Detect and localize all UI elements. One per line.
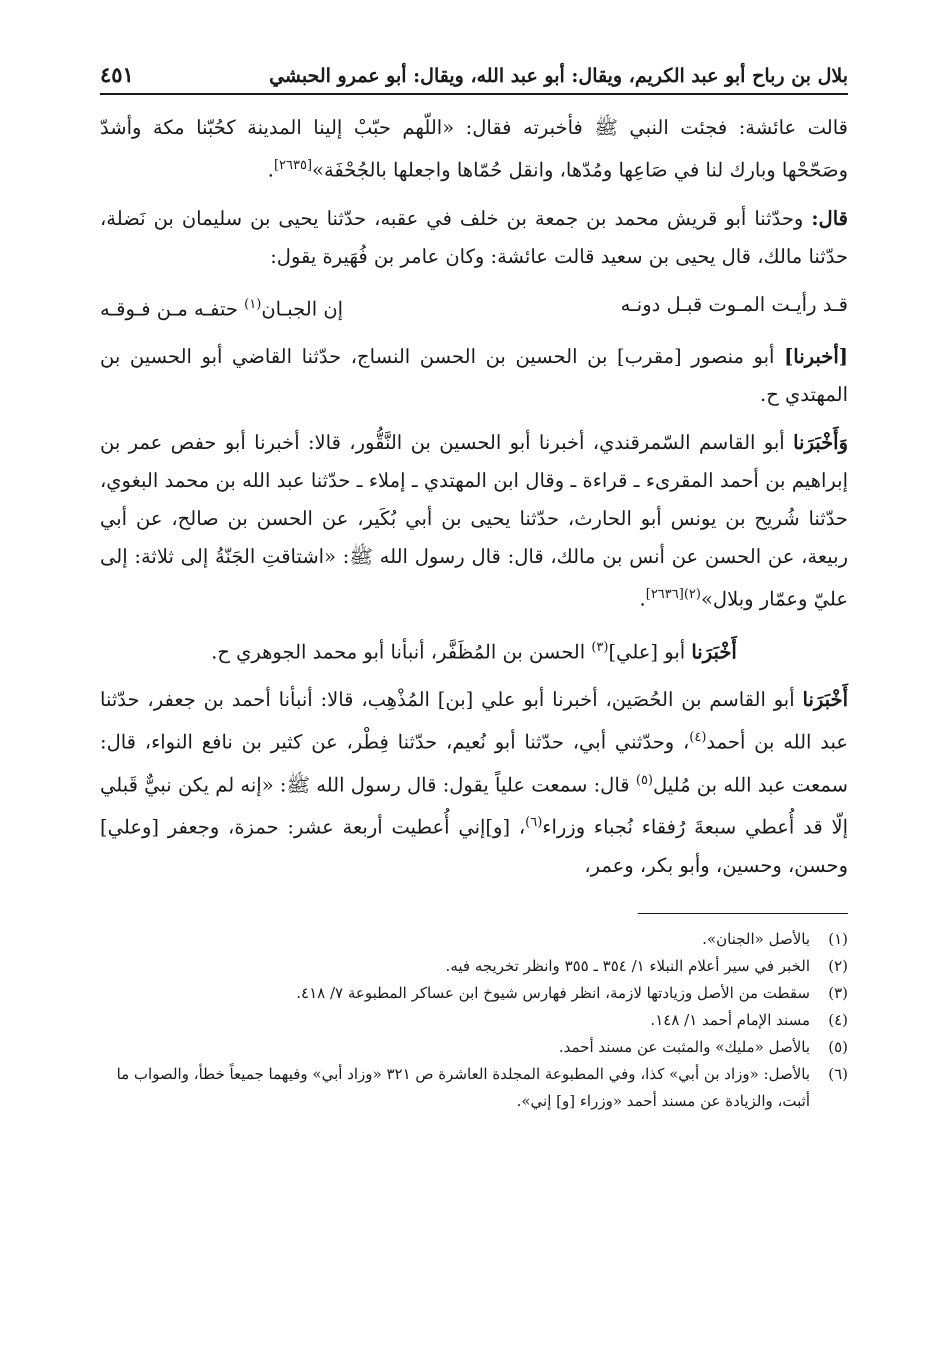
footnote-marker: (٦)	[525, 815, 543, 830]
paragraph-lead: أَخْبَرَنا	[691, 640, 737, 663]
center-line	[100, 629, 848, 672]
footnote-number: (١)	[828, 929, 848, 948]
footnote-text: بالأصل «الجنان».	[702, 929, 810, 948]
paragraph-lead: أَخْبَرَنا	[802, 688, 848, 711]
footnote-item	[100, 1061, 848, 1115]
footnote-marker: (١)	[244, 296, 262, 312]
footnote-item	[100, 1034, 848, 1061]
footnote-item	[100, 1007, 848, 1034]
reference-number: [٢٦٣٥]	[273, 158, 313, 173]
paragraph-lead: وَأَخْبَرَنا	[793, 431, 848, 454]
footnote-text: بالأصل: «وزاد بن أبي» كذا، وفي المطبوعة المجلدة العاشرة ص ٣٢١ «وزاد أبي» وفيهما جميعاً خطأ، والصواب ما أثبت، والزيادة عن مسند أحمد «وزراء [و] إني».	[116, 1064, 810, 1110]
center-line-pre: أبو [علي]	[608, 640, 692, 663]
footnote-item	[100, 980, 848, 1007]
paragraph-text: أبو القاسم السّمرقندي، أخبرنا أبو الحسين بن النَّقُّور، قالا: أخبرنا أبو حفص عمر بن إبراهيم بن أحمد المقرىء ـ قراءة ـ وقال ابن المهتدي ـ إملاء ـ حدّثنا عبد الله بن محمد البغوي، حدّثنا شُريح بن يونس أبو الحارث، حدّثنا يحيى بن أبي بُكَير، عن الحسن بن صالح، عن أبي ربيعة، عن الحسن عن أنس بن مالك، قال: قال رسول الله ﷺ: «اشتاقتِ الجَنّةُ إلى ثلاثة: إلى عليّ وعمّار وبلال»	[100, 431, 848, 611]
paragraph-text: ، [و]إني أُعطيت أربعة عشر: حمزة، وجعفر [وعلي] وحسن، وحسين، وأبو بكر، وعمر،	[100, 815, 848, 877]
paragraph-text: قال: سمعت علياً يقول: قال رسول الله ﷺ: «إنه لم يكن نبيٌّ قَبلي إلّا قد أُعطي سبعةَ رُفقاء نُجباء وزراء	[100, 773, 849, 839]
footnote-text: مسند الإمام أحمد ١/ ١٤٨.	[650, 1010, 810, 1029]
paragraph-text: أبو منصور [مقرب] بن الحسين بن الحسن النساج، حدّثنا القاضي أبو الحسين بن المهتدي ح.	[100, 345, 848, 406]
verse-first-hemistich: قـد رأيـت المـوت قبـل دونـه	[620, 292, 848, 316]
footnote-number: (٤)	[828, 1010, 848, 1029]
paragraph-text: ، وحدّثني أبي، حدّثنا أبو نُعيم، حدّثنا فِطْر، عن كثير بن نافع النواء، قال: سمعت عبد الله بن مُليل	[100, 730, 848, 796]
footnote-item	[100, 953, 848, 980]
verse-second-pre: إن الجبـان	[261, 297, 344, 320]
paragraph-text: وحدّثنا أبو قريش محمد بن جمعة بن خلف في عقبه، حدّثنا يحيى بن سليمان بن نَضلة، حدّثنا مالك، قال يحيى بن سعيد قالت عائشة: وكان عامر بن فُهَيرة يقول:	[100, 206, 848, 268]
footnote-number: (٥)	[828, 1037, 848, 1056]
footnote-number: (٣)	[828, 983, 848, 1002]
paragraph-1	[100, 109, 848, 190]
footnote-marker: (٣)	[591, 639, 609, 655]
footnote-separator	[638, 913, 848, 914]
paragraph-tail: .	[639, 587, 646, 611]
paragraph-lead: قال:	[811, 206, 848, 230]
main-text	[100, 109, 848, 885]
center-line-post: الحسن بن المُظَفَّر، أنبأنا أبو محمد الجوهري ح.	[211, 640, 592, 663]
verse-second-hemistich	[100, 286, 343, 329]
verse-second-post: حتفـه مـن فـوقـه	[100, 297, 245, 320]
footnote-number: (٢)	[828, 956, 848, 975]
page-number: ٤٥١	[100, 62, 134, 87]
footnote-number: (٦)	[828, 1064, 848, 1083]
footnote-marker: (٤)	[689, 730, 707, 745]
paragraph-tail: .	[267, 158, 274, 182]
paragraph-3	[100, 338, 848, 414]
header-title: بلال بن رباح أبو عبد الكريم، ويقال: أبو عبد الله، ويقال: أبو عمرو الحبشي	[269, 65, 848, 87]
footnote-item	[100, 926, 848, 953]
paragraph-text: قالت عائشة: فجئت النبي ﷺ فأخبرته فقال: «اللّهم حبّبْ إلينا المدينة كحُبّنا مكة وأشدّ وصَحّحْها وبارك لنا في صَاعِها ومُدّها، وانقل حُمّاها واجعلها بالجُحْفَة»	[100, 116, 848, 182]
footnote-text: الخبر في سير أعلام النبلاء ١/ ٣٥٤ ـ ٣٥٥ وانظر تخريجه فيه.	[445, 956, 810, 975]
footnote-text: سقطت من الأصل وزيادتها لازمة، انظر فهارس شيوخ ابن عساكر المطبوعة ٧/ ٤١٨.	[296, 983, 810, 1002]
paragraph-lead: [أخبرنا]	[784, 345, 848, 368]
footnote-text: بالأصل «مليك» والمثبت عن مسند أحمد.	[558, 1037, 810, 1056]
reference-number: (٢)[٢٦٣٦]	[645, 587, 701, 602]
paragraph-2	[100, 200, 848, 276]
paragraph-5	[100, 681, 848, 885]
poetry-verse	[100, 286, 848, 329]
paragraph-text: أبو القاسم بن الحُصَين، أخبرنا أبو علي [بن] المُذْهِب، قالا: أنبأنا أحمد بن جعفر، حدّثنا عبد الله بن أحمد	[100, 688, 848, 754]
paragraph-4	[100, 424, 848, 619]
book-page	[100, 62, 848, 1115]
footnotes	[100, 926, 848, 1115]
footnote-marker: (٥)	[635, 772, 653, 788]
running-header	[100, 62, 848, 95]
